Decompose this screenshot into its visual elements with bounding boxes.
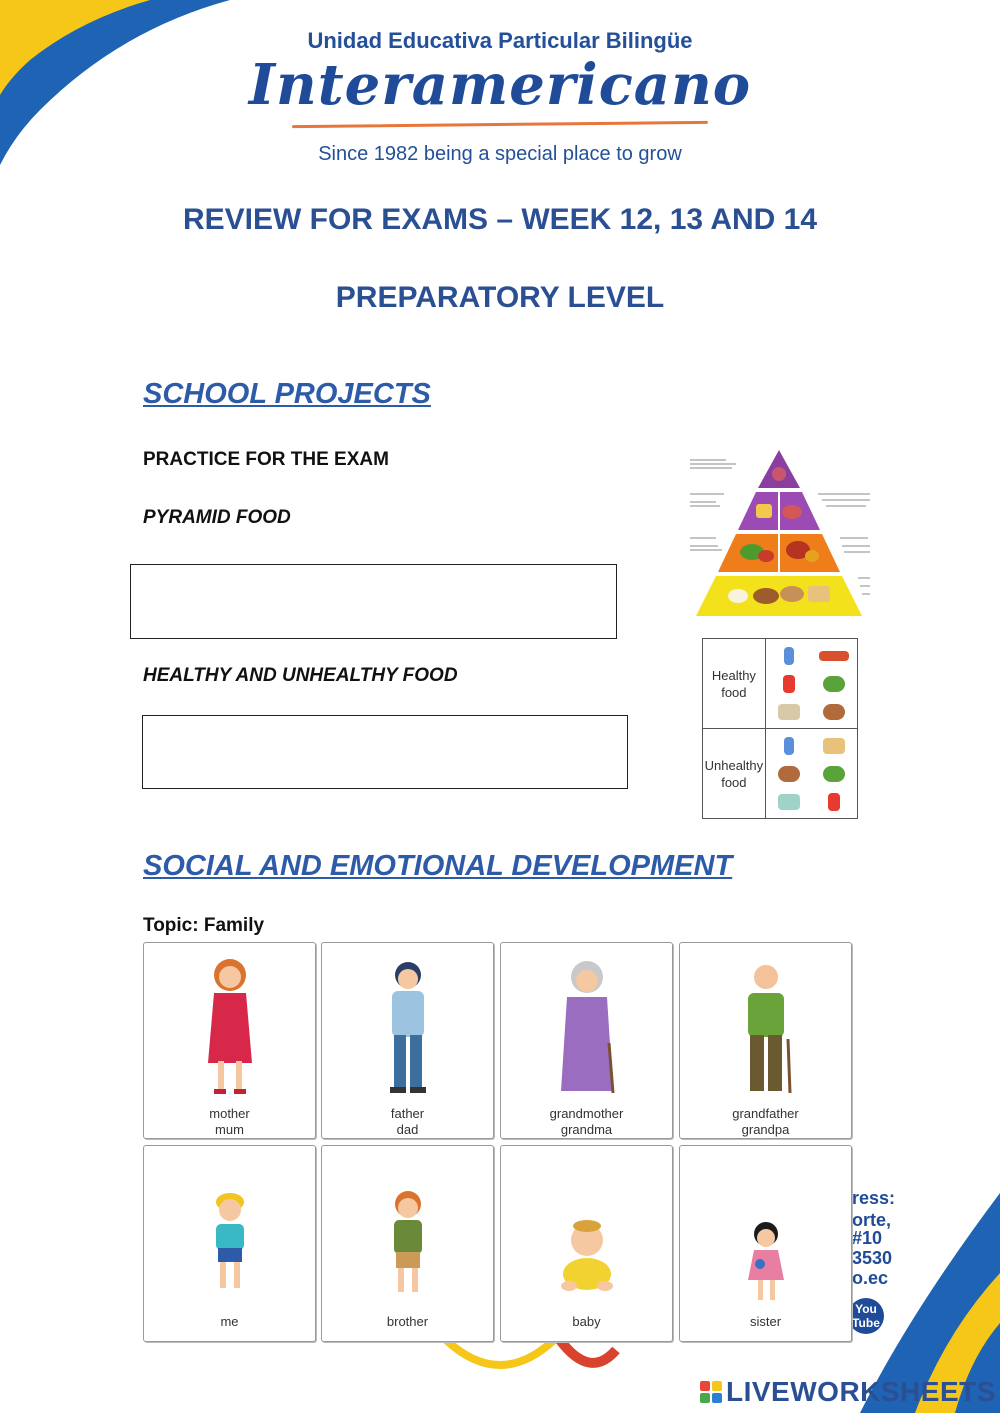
card-label-line2: grandma (560, 1122, 613, 1137)
card-label-line1: mother (209, 1106, 250, 1121)
card-label-line2: mum (215, 1122, 244, 1137)
family-card-baby[interactable] (500, 1145, 673, 1342)
me-icon (144, 1146, 315, 1316)
sandwich-icon (823, 738, 845, 754)
father-icon (322, 943, 493, 1103)
liveworksheets-logo[interactable] (700, 1375, 996, 1409)
school-name: Unidad Educativa Particular Bilingüe (307, 28, 693, 53)
contact-fragment: orte, (852, 1210, 892, 1230)
logo-underline (292, 121, 708, 128)
liveworksheets-icon (700, 1381, 722, 1403)
page-subtitle: PREPARATORY LEVEL (335, 281, 665, 314)
pyramid-food-answer-box[interactable] (130, 564, 617, 639)
page-title: REVIEW FOR EXAMS – WEEK 12, 13 AND 14 (182, 203, 818, 236)
salad-icon (823, 766, 845, 782)
slogan: Since 1982 being a special place to grow (318, 143, 682, 165)
section-heading-social-emotional: SOCIAL AND EMOTIONAL DEVELOPMENT (143, 850, 733, 882)
card-label-line2: dad (396, 1122, 419, 1137)
unhealthy-row-label: Unhealthy food (703, 729, 766, 819)
family-card-me[interactable] (143, 1145, 316, 1342)
family-card-sister[interactable] (679, 1145, 852, 1342)
contact-fragment: 3530 (852, 1248, 893, 1268)
milk-icon (784, 647, 794, 665)
bread-icon (778, 704, 800, 720)
card-label-line1: grandfather (732, 1106, 799, 1121)
family-card-grandfather[interactable] (679, 942, 852, 1139)
healthy-unhealthy-food-table (702, 638, 858, 819)
contact-fragment: #10 (852, 1228, 883, 1248)
healthy-food-answer-box[interactable] (142, 715, 628, 789)
baby-icon (501, 1146, 672, 1316)
mother-icon (144, 943, 315, 1103)
card-label-line1: grandmother (549, 1106, 624, 1121)
liveworksheets-wordmark: LIVEWORKSHEETS (726, 1376, 996, 1407)
card-label-line1: brother (386, 1314, 429, 1329)
card-label-line1: me (220, 1314, 239, 1329)
milk-icon (784, 737, 794, 755)
school-logo: Interamericano (248, 52, 752, 118)
meat-plate-icon (778, 766, 800, 782)
card-label-line2: grandpa (741, 1122, 790, 1137)
family-card-grandmother[interactable] (500, 942, 673, 1139)
fries-icon (828, 793, 840, 811)
meat-plate-icon (823, 704, 845, 720)
grandfather-icon (680, 943, 851, 1103)
family-card-brother[interactable] (321, 1145, 494, 1342)
brother-icon (322, 1146, 493, 1316)
card-label-line1: sister (749, 1314, 782, 1329)
youtube-icon: You Tube (848, 1298, 884, 1334)
grandmother-icon (501, 943, 672, 1103)
family-card-father[interactable] (321, 942, 494, 1139)
contact-fragment: ress: (852, 1188, 896, 1208)
card-label-line1: baby (572, 1314, 601, 1329)
fries-icon (783, 675, 795, 693)
salad-icon (823, 676, 845, 692)
card-label-line1: father (390, 1106, 425, 1121)
healthy-row-label: Healthy food (703, 639, 766, 729)
topic-label: Topic: Family (143, 915, 265, 936)
food-pyramid-image (686, 446, 872, 620)
sausage-icon (819, 651, 849, 661)
ice-cream-icon (778, 794, 800, 810)
contact-fragment: o.ec (852, 1268, 889, 1288)
section-heading-school-projects: SCHOOL PROJECTS (143, 378, 431, 410)
family-card-mother[interactable] (143, 942, 316, 1139)
healthy-food-label: HEALTHY AND UNHEALTHY FOOD (143, 665, 458, 686)
sister-icon (680, 1146, 851, 1316)
practice-label: PRACTICE FOR THE EXAM (143, 449, 389, 470)
pyramid-food-label: PYRAMID FOOD (143, 507, 291, 528)
